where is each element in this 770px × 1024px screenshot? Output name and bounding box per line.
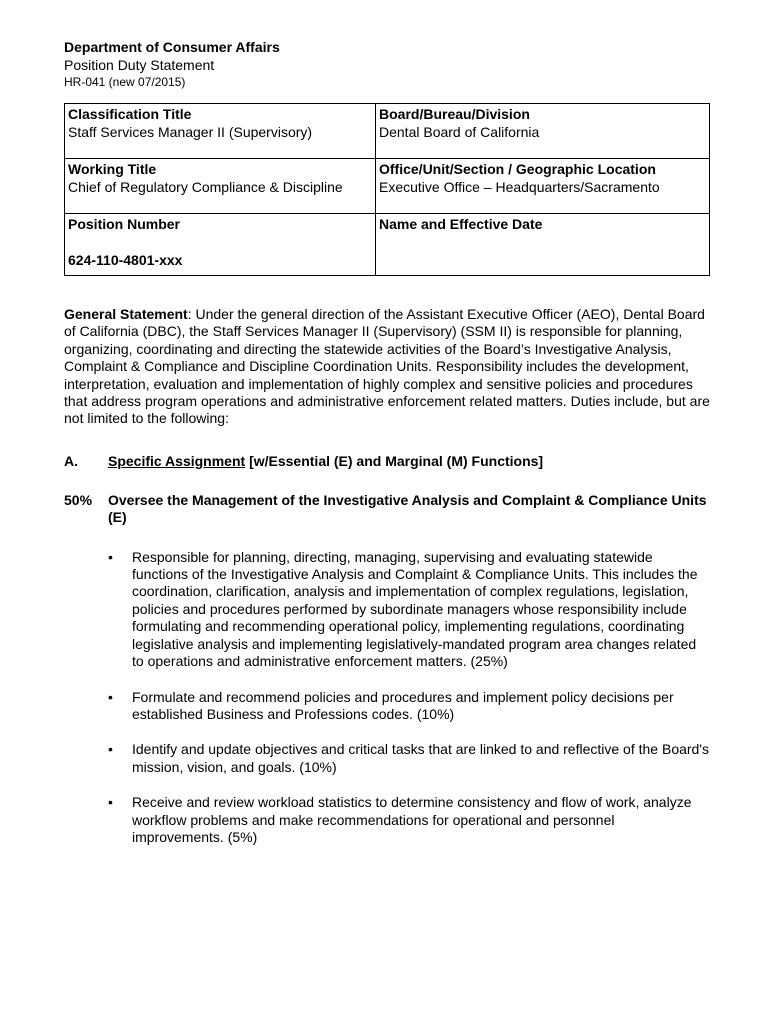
table-row bbox=[65, 159, 710, 214]
function-percent: 50% bbox=[64, 491, 93, 508]
office-label: Office/Unit/Section / Geographic Location bbox=[379, 161, 656, 177]
list-item bbox=[64, 741, 710, 776]
general-statement-text: : Under the general direction of the Assistant Executive Officer (AEO), Dental Board of California (DBC), the Staff Services Manager II (Supervisory) (SSM II) is responsible for planning, organizing, coordinating and directing the statewide activities of the Board’s Investigative Analysis, Complaint & Compliance and Discipline Coordination Units. Responsibility includes the development, interpretation, evaluation and implementation of highly complex and sensitive policies and procedures that address program operations and administrative enforcement related matters. Duties include, but are not limited to the following: bbox=[64, 306, 710, 427]
office-value: Executive Office – Headquarters/Sacramento bbox=[379, 179, 660, 195]
function-heading bbox=[64, 492, 710, 527]
position-number-value: 624-110-4801-xxx bbox=[68, 252, 183, 268]
duty-text: Identify and update objectives and critical tasks that are linked to and reflective of the Board's mission, vision, and goals. (10%) bbox=[132, 741, 710, 775]
function-title: Oversee the Management of the Investigative Analysis and Complaint & Compliance Units (E) bbox=[108, 491, 707, 526]
section-title-wrap bbox=[108, 452, 543, 470]
position-info-table bbox=[64, 103, 710, 276]
table-row bbox=[65, 214, 710, 276]
name-date-cell bbox=[376, 214, 710, 276]
bullet-icon: • bbox=[108, 794, 113, 811]
board-label: Board/Bureau/Division bbox=[379, 106, 530, 122]
general-statement bbox=[64, 306, 710, 428]
classification-value: Staff Services Manager II (Supervisory) bbox=[68, 124, 313, 140]
form-code: HR-041 (new 07/2015) bbox=[64, 75, 186, 89]
list-item bbox=[64, 689, 710, 724]
working-title-cell bbox=[65, 159, 376, 214]
duty-list bbox=[64, 549, 710, 847]
section-suffix: [w/Essential (E) and Marginal (M) Functions] bbox=[245, 452, 544, 469]
classification-label: Classification Title bbox=[68, 106, 192, 122]
position-number-cell bbox=[65, 214, 376, 276]
document-title: Position Duty Statement bbox=[64, 57, 215, 73]
working-title-value: Chief of Regulatory Compliance & Discipline bbox=[68, 179, 343, 195]
board-value: Dental Board of California bbox=[379, 124, 540, 140]
list-item bbox=[64, 549, 710, 671]
list-item bbox=[64, 794, 710, 846]
duty-text: Receive and review workload statistics to determine consistency and flow of work, analyze workflow problems and make recommendations for operational and personnel improvements. (5%) bbox=[132, 794, 692, 845]
section-title: Specific Assignment bbox=[108, 452, 246, 469]
board-cell bbox=[376, 104, 710, 159]
position-number-label: Position Number bbox=[68, 216, 181, 232]
bullet-icon: • bbox=[108, 548, 113, 565]
name-date-label: Name and Effective Date bbox=[379, 216, 543, 232]
bullet-icon: • bbox=[108, 688, 113, 705]
department-name: Department of Consumer Affairs bbox=[64, 39, 280, 55]
document-page bbox=[64, 38, 710, 864]
table-row bbox=[65, 104, 710, 159]
office-cell bbox=[376, 159, 710, 214]
section-letter: A. bbox=[64, 452, 78, 469]
general-statement-label: General Statement bbox=[64, 306, 188, 322]
duty-text: Formulate and recommend policies and procedures and implement policy decisions per established Business and Professions codes. (10%) bbox=[132, 688, 674, 722]
section-a-heading bbox=[64, 452, 710, 470]
bullet-icon: • bbox=[108, 741, 113, 758]
classification-cell bbox=[65, 104, 376, 159]
working-title-label: Working Title bbox=[68, 161, 157, 177]
duty-text: Responsible for planning, directing, managing, supervising and evaluating statewide functions of the Investigative Analysis and Complaint & Compliance Units. This includes the coordination, clarification, analysis and implementation of complex regulations, legislation, policies and procedures performed by subordinate managers whose responsibility include formulating and recommending operational policy, implementing regulations, coordinating legislative analysis and implementing legislatively-mandated program area changes related to operations and administrative enforcement matters. (25%) bbox=[132, 548, 698, 670]
